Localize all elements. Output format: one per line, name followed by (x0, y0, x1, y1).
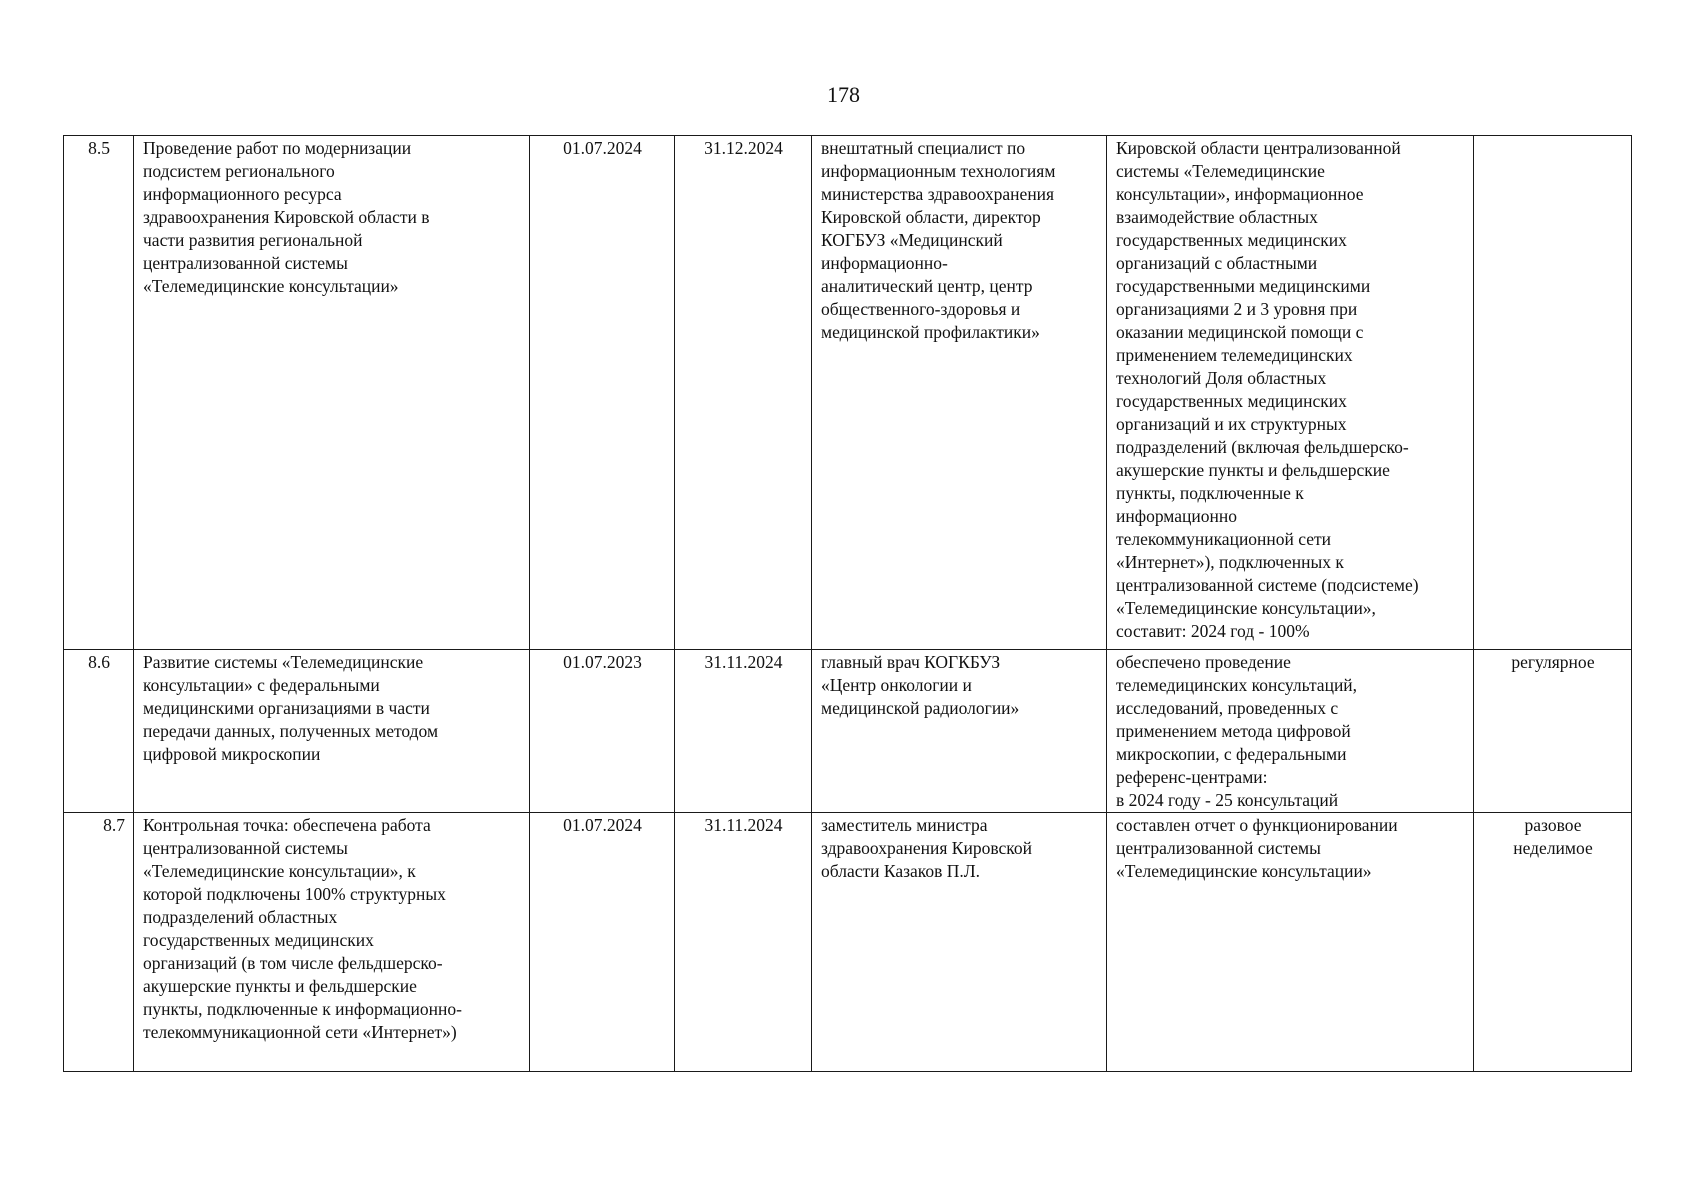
end-date: 31.12.2024 (675, 136, 812, 650)
responsible-person: внештатный специалист по информационным технологиям министерства здравоохранения Кировской области, директор КОГБУЗ «Медицинский информационно- аналитический центр, центр общественного-здоровья и медицинской профилактики» (812, 136, 1107, 650)
end-date: 31.11.2024 (675, 650, 812, 813)
start-date: 01.07.2024 (530, 813, 675, 1072)
expected-result: Кировской области централизованной системы «Телемедицинские консультации», информационное взаимодействие областных государственных медицинских организаций с областными государственными медицинскими организациями 2 и 3 уровня при оказании медицинской помощи с применением телемедицинских технологий Доля областных государственных медицинских организаций и их структурных подразделений (включая фельдшерско- акушерские пункты и фельдшерские пункты, подключенные к информационно телекоммуникационной сети «Интернет»), подключенных к централизованной системе (подсистеме) «Телемедицинские консультации», составит: 2024 год - 100% (1107, 136, 1474, 650)
responsible-person: заместитель министра здравоохранения Кировской области Казаков П.Л. (812, 813, 1107, 1072)
item-number: 8.5 (64, 136, 134, 650)
page-number: 178 (827, 82, 860, 107)
table-row (64, 813, 1632, 1072)
event-description: Контрольная точка: обеспечена работа централизованной системы «Телемедицинские консультации», к которой подключены 100% структурных подразделений областных государственных медицинских организаций (в том числе фельдшерско- акушерские пункты и фельдшерские пункты, подключенные к информационно- телекоммуникационной сети «Интернет») (134, 813, 530, 1072)
table-row (64, 136, 1632, 650)
end-date: 31.11.2024 (675, 813, 812, 1072)
start-date: 01.07.2024 (530, 136, 675, 650)
start-date: 01.07.2023 (530, 650, 675, 813)
event-description: Развитие системы «Телемедицинские консультации» с федеральными медицинскими организациями в части передачи данных, полученных методом цифровой микроскопии (134, 650, 530, 813)
event-description: Проведение работ по модернизации подсистем регионального информационного ресурса здравоохранения Кировской области в части развития региональной централизованной системы «Телемедицинские консультации» (134, 136, 530, 650)
result-type (1474, 136, 1632, 650)
item-number: 8.7 (64, 813, 134, 1072)
result-type: регулярное (1474, 650, 1632, 813)
table-row (64, 650, 1632, 813)
result-type: разовое неделимое (1474, 813, 1632, 1072)
expected-result: составлен отчет о функционировании централизованной системы «Телемедицинские консультации» (1107, 813, 1474, 1072)
plan-table (63, 135, 1632, 1072)
responsible-person: главный врач КОГКБУЗ «Центр онкологии и медицинской радиологии» (812, 650, 1107, 813)
item-number: 8.6 (64, 650, 134, 813)
expected-result: обеспечено проведение телемедицинских консультаций, исследований, проведенных с применением метода цифровой микроскопии, с федеральными референс-центрами: в 2024 году - 25 консультаций (1107, 650, 1474, 813)
